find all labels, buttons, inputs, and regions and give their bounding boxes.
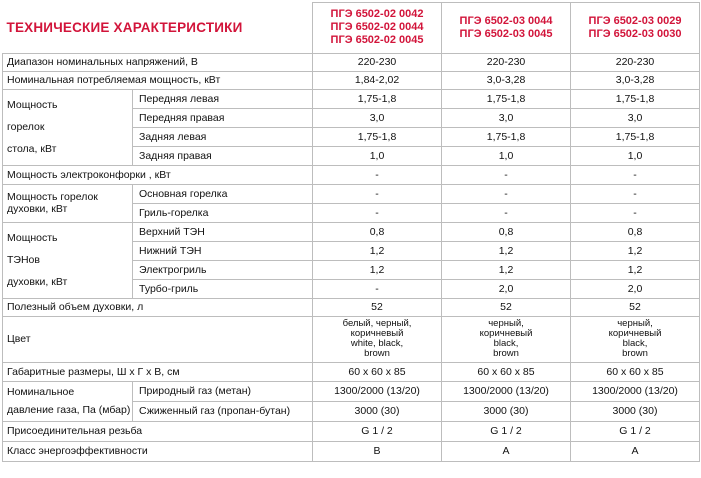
table-row: Присоединительная резьба G 1 / 2 G 1 / 2 G 1 / 2 [3,421,700,441]
table-row: Электрогриль 1,2 1,2 1,2 [3,260,700,279]
row-label: Присоединительная резьба [3,421,313,441]
group-label-oven-burners: Мощность горелок духовки, кВт [3,184,133,222]
row-label: Габаритные размеры, Ш х Г х В, см [3,362,313,381]
color-cell: черный, коричневый black, brown [442,316,571,362]
table-row: Класс энергоэффективности B A A [3,441,700,461]
table-row: Номинальная потребляемая мощность, кВт 1,84-2,02 3,0-3,28 3,0-3,28 [3,71,700,89]
table-row: Нижний ТЭН 1,2 1,2 1,2 [3,241,700,260]
group-label-burners: Мощность горелок стола, кВт [3,89,133,165]
model-column-2: ПГЭ 6502-03 0044 ПГЭ 6502-03 0045 [442,3,571,54]
table-row: Мощность электроконфорки , кВт - - - [3,165,700,184]
group-label-gas-pressure: Номинальное давление газа, Па (мбар) [3,381,133,421]
row-label: Цвет [3,316,313,362]
model-column-1: ПГЭ 6502-02 0042 ПГЭ 6502-02 0044 ПГЭ 6502-02 0045 [313,3,442,54]
row-label: Полезный объем духовки, л [3,298,313,316]
table-row [3,316,700,362]
table-row: Задняя правая 1,0 1,0 1,0 [3,146,700,165]
table-row: Гриль-горелка - - - [3,203,700,222]
row-label: Класс энергоэффективности [3,441,313,461]
color-cell: черный, коричневый black, brown [571,316,700,362]
model-column-3: ПГЭ 6502-03 0029 ПГЭ 6502-03 0030 [571,3,700,54]
row-label: Диапазон номинальных напряжений, В [3,53,313,71]
table-row: Мощность горелок стола, кВт Передняя левая 1,75-1,8 1,75-1,8 1,75-1,8 [3,89,700,108]
table-row: Турбо-гриль - 2,0 2,0 [3,279,700,298]
row-label: Мощность электроконфорки , кВт [3,165,313,184]
color-cell: белый, черный, коричневый white, black, brown [313,316,442,362]
table-row: Задняя левая 1,75-1,8 1,75-1,8 1,75-1,8 [3,127,700,146]
table-row: Диапазон номинальных напряжений, В 220-230 220-230 220-230 [3,53,700,71]
table-row: Габаритные размеры, Ш х Г х В, см 60 х 60 х 85 60 х 60 х 85 60 х 60 х 85 [3,362,700,381]
table-row: Передняя правая 3,0 3,0 3,0 [3,108,700,127]
row-label: Номинальная потребляемая мощность, кВт [3,71,313,89]
table-row: Мощность ТЭНов духовки, кВт Верхний ТЭН 0,8 0,8 0,8 [3,222,700,241]
group-label-heaters: Мощность ТЭНов духовки, кВт [3,222,133,298]
table-row: Полезный объем духовки, л 52 52 52 [3,298,700,316]
header-row [3,3,700,54]
table-row: Мощность горелок духовки, кВт Основная горелка - - - [3,184,700,203]
table-row: Номинальное давление газа, Па (мбар) Природный газ (метан) 1300/2000 (13/20) 1300/2000 (13/20) 1300/2000 (13/20) [3,381,700,401]
specs-table [2,2,700,462]
table-row: Сжиженный газ (пропан-бутан) 3000 (30) 3000 (30) 3000 (30) [3,401,700,421]
table-title: ТЕХНИЧЕСКИЕ ХАРАКТЕРИСТИКИ [3,3,313,54]
